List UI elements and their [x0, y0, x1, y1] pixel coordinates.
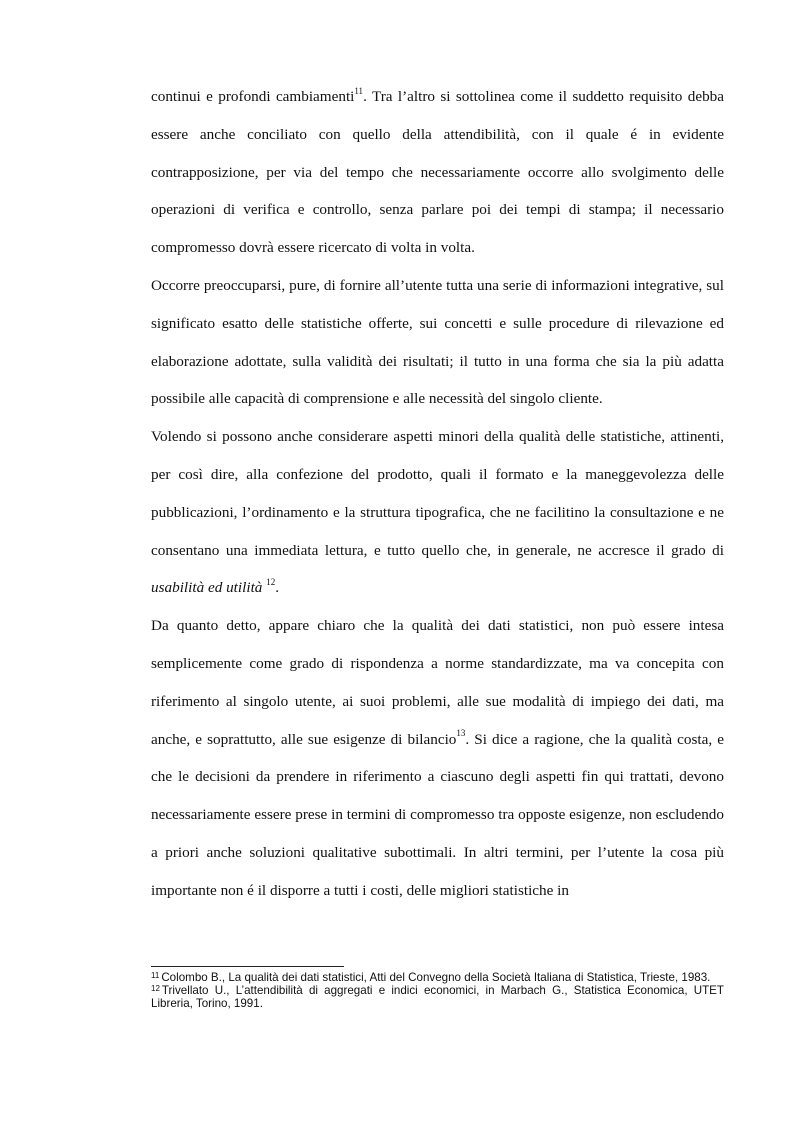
footnotes	[151, 971, 724, 1011]
footnote-reference: 13	[456, 728, 466, 739]
footnote	[151, 984, 724, 1010]
paragraph-text: .	[275, 579, 279, 597]
paragraph	[151, 418, 724, 607]
paragraph-text: . Si dice a ragione, che la qualità costa, e che le decisioni da prendere in riferimento a ciascuno degli aspetti fin qui trattati, devono necessariamente essere prese in termini di compromesso tra opposte esigenze, non escludendo a priori anche soluzioni qualitative subottimali. In altri termini, per l’utente la cosa più importante non é il disporre a tutti i costi, delle migliori statistiche in	[151, 730, 725, 899]
body-text	[151, 78, 724, 910]
paragraph	[151, 607, 724, 909]
footnote-reference: 11	[354, 85, 364, 96]
paragraph-text: continui e profondi cambiamenti	[151, 88, 355, 105]
paragraph-text: Volendo si possono anche considerare aspetti minori della qualità delle statistiche, attinenti, per così dire, alla confezione del prodotto, quali il formato e la maneggevolezza delle pubblicazioni, l’ordinamento e la struttura tipografica, che ne facilitino la consultazione e ne consentano una immediata lettura, e tutto quello che, in generale, ne accresce il grado di	[151, 428, 724, 559]
paragraph	[151, 267, 724, 418]
paragraph-text: Occorre preoccuparsi, pure, di fornire all’utente tutta una serie di informazioni integrative, sul significato esatto delle statistiche offerte, sui concetti e sulle procedure di rilevazione ed elaborazione adottate, sulla validità dei risultati; il tutto in una forma che sia la più adatta possibile alle capacità di comprensione e alle necessità del singolo cliente.	[151, 276, 724, 408]
footnote-separator	[151, 966, 344, 967]
footnote-text: Colombo B., La qualità dei dati statistici, Atti del Convegno della Società Italiana di Statistica, Trieste, 1983.	[161, 971, 711, 984]
footnote-number: 11	[151, 971, 160, 980]
footnote-reference: 12	[266, 577, 276, 588]
emphasis-text: usabilità ed utilità	[151, 579, 263, 597]
paragraph	[151, 78, 724, 267]
footnote	[151, 971, 724, 984]
footnote-number: 12	[151, 984, 160, 994]
paragraph-text: Da quanto detto, appare chiaro che la qualità dei dati statistici, non può essere intesa semplicemente come grado di rispondenza a norme standardizzate, ma va concepita con riferimento al singolo utente, ai suoi problemi, alle sue modalità di impiego dei dati, ma anche, e soprattutto, alle sue esigenze di bilancio	[151, 617, 724, 748]
paragraph-text: . Tra l’altro si sottolinea come il suddetto requisito debba essere anche conciliato con quello della attendibilità, con il quale é in evidente contrapposizione, per via del tempo che necessariamente occorre allo svolgimento delle operazioni di verifica e controllo, senza parlare poi dei tempi di stampa; il necessario compromesso dovrà essere ricercato di volta in volta.	[151, 88, 724, 257]
footnote-text: Trivellato U., L’attendibilità di aggregati e indici economici, in Marbach G., Statistica Economica, UTET Libreria, Torino, 1991.	[151, 984, 724, 1011]
